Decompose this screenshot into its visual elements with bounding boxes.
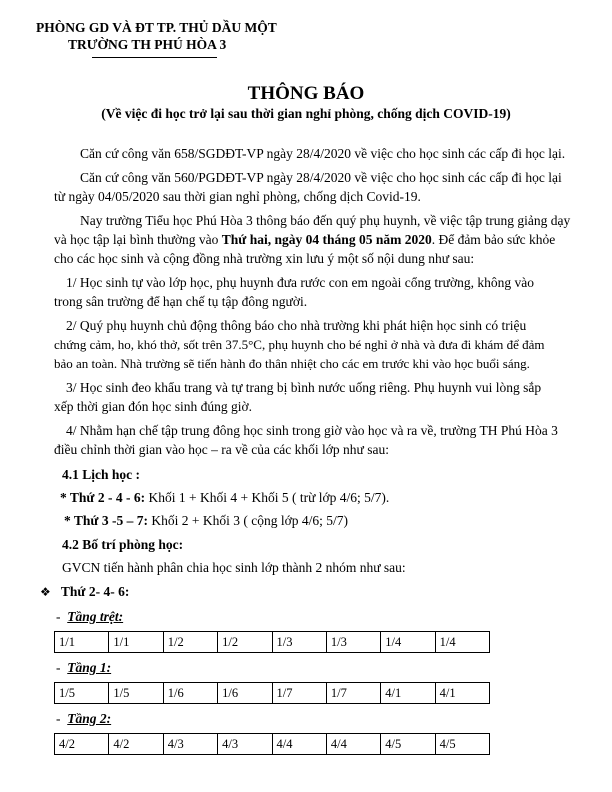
room-cell: 1/1	[109, 632, 163, 653]
room-cell: 4/5	[381, 734, 435, 755]
room-cell: 1/3	[272, 632, 326, 653]
floor-2-label: - Tầng 2:	[56, 711, 112, 726]
floor-1-text: Tầng 1:	[67, 660, 112, 675]
paragraph-3-line-2	[54, 232, 555, 248]
paragraph-2-line-1: Căn cứ công văn 560/PGDĐT-VP ngày 28/4/2020 về việc cho học sinh các cấp đi học lại	[80, 170, 562, 185]
schedule-row-2-days: * Thứ 3 -5 – 7:	[64, 513, 148, 528]
schedule-row-1-text: Khối 1 + Khối 4 + Khối 5 ( trừ lớp 4/6; 5/7).	[145, 490, 390, 505]
room-cell: 4/2	[109, 734, 163, 755]
room-cell: 1/4	[435, 632, 489, 653]
schedule-row-2-text: Khối 2 + Khối 3 ( cộng lớp 4/6; 5/7)	[148, 513, 348, 528]
floor-ground-label: - Tầng trệt:	[56, 609, 124, 624]
rooms-note: GVCN tiến hành phân chia học sinh lớp thành 2 nhóm như sau:	[62, 560, 406, 575]
item-2-line-2: chứng cảm, ho, khó thở, sốt trên 37.5°C, phụ huynh cho bé nghỉ ở nhà và đưa đi khám để đảm	[54, 337, 545, 352]
room-cell: 4/1	[381, 683, 435, 704]
diamond-bullet-icon: ❖	[40, 585, 51, 599]
room-cell: 1/2	[163, 632, 217, 653]
room-cell: 4/4	[326, 734, 380, 755]
start-date: Thứ hai, ngày 04 tháng 05 năm 2020	[221, 232, 432, 247]
paragraph-3-line-1: Nay trường Tiểu học Phú Hòa 3 thông báo đến quý phụ huynh, về việc tập trung giảng dạy	[80, 213, 571, 228]
floor-1-label: - Tầng 1:	[56, 660, 112, 675]
rooms-days-label: Thứ 2- 4- 6:	[60, 584, 130, 599]
school-name: TRƯỜNG TH PHÚ HÒA 3	[68, 37, 227, 52]
room-cell: 1/7	[272, 683, 326, 704]
schedule-row-1-days: * Thứ 2 - 4 - 6:	[60, 490, 146, 505]
room-cell: 1/1	[55, 632, 109, 653]
room-cell: 4/5	[435, 734, 489, 755]
document-subtitle: (Về việc đi học trở lại sau thời gian nghỉ phòng, chống dịch COVID-19)	[101, 106, 511, 121]
room-cell: 1/3	[326, 632, 380, 653]
room-cell: 1/5	[109, 683, 163, 704]
floor-2-table	[54, 733, 490, 755]
room-cell: 4/3	[163, 734, 217, 755]
item-1-line-1: 1/ Học sinh tự vào lớp học, phụ huynh đưa rước con em ngoài cổng trường, không vào	[66, 275, 534, 290]
schedule-row-2	[64, 513, 348, 529]
floor-1-table	[54, 682, 490, 704]
room-cell: 4/3	[218, 734, 272, 755]
floor-2-text: Tầng 2:	[67, 711, 112, 726]
p3-text-c: . Để đảm bảo sức khỏe	[431, 232, 556, 247]
room-cell: 1/7	[326, 683, 380, 704]
room-cell: 4/1	[435, 683, 489, 704]
table-row	[55, 683, 490, 704]
document-title: THÔNG BÁO	[247, 83, 365, 104]
room-cell: 4/2	[55, 734, 109, 755]
item-2-line-1: 2/ Quý phụ huynh chủ động thông báo cho nhà trường khi phát hiện học sinh có triệu	[66, 318, 527, 333]
paragraph-2-line-2: từ ngày 04/05/2020 sau thời gian nghỉ phòng, chống dịch Covid-19.	[54, 189, 421, 204]
floor-ground-table	[54, 631, 490, 653]
table-row	[55, 734, 490, 755]
room-cell: 1/6	[163, 683, 217, 704]
room-cell: 4/4	[272, 734, 326, 755]
floor-ground-text: Tầng trệt:	[67, 609, 124, 624]
item-4-line-1: 4/ Nhằm hạn chế tập trung đông học sinh trong giờ vào học và ra về, trường TH Phú Hòa 3	[66, 423, 558, 438]
room-cell: 1/2	[218, 632, 272, 653]
item-2-line-3: bảo an toàn. Nhà trường sẽ tiến hành đo thân nhiệt cho các em trước khi vào học buổi sáng.	[54, 356, 530, 371]
p3-text-a: và học tập lại bình thường vào	[54, 232, 222, 247]
header-underline	[92, 57, 217, 58]
rooms-days	[40, 584, 129, 600]
item-3-line-2: xếp thời gian đón học sinh đúng giờ.	[54, 399, 253, 414]
schedule-heading: 4.1 Lịch học :	[62, 467, 141, 482]
paragraph-3-line-3: cho các học sinh và cộng đồng nhà trường xin lưu ý một số nội dung như sau:	[54, 251, 475, 266]
table-row	[55, 632, 490, 653]
paragraph-1: Căn cứ công văn 658/SGDĐT-VP ngày 28/4/2020 về việc cho học sinh các cấp đi học lại.	[80, 146, 566, 161]
item-1-line-2: trong sân trường để hạn chế tụ tập đông người.	[54, 294, 308, 309]
department-name: PHÒNG GD VÀ ĐT TP. THỦ DẦU MỘT	[36, 20, 277, 35]
schedule-row-1	[60, 490, 389, 506]
room-cell: 1/5	[55, 683, 109, 704]
room-cell: 1/6	[218, 683, 272, 704]
rooms-heading: 4.2 Bố trí phòng học:	[62, 537, 184, 552]
item-4-line-2: điều chỉnh thời gian vào học – ra về của các khối lớp như sau:	[54, 442, 389, 457]
room-cell: 1/4	[381, 632, 435, 653]
item-3-line-1: 3/ Học sinh đeo khẩu trang và tự trang bị bình nước uống riêng. Phụ huynh vui lòng sắp	[66, 380, 542, 395]
